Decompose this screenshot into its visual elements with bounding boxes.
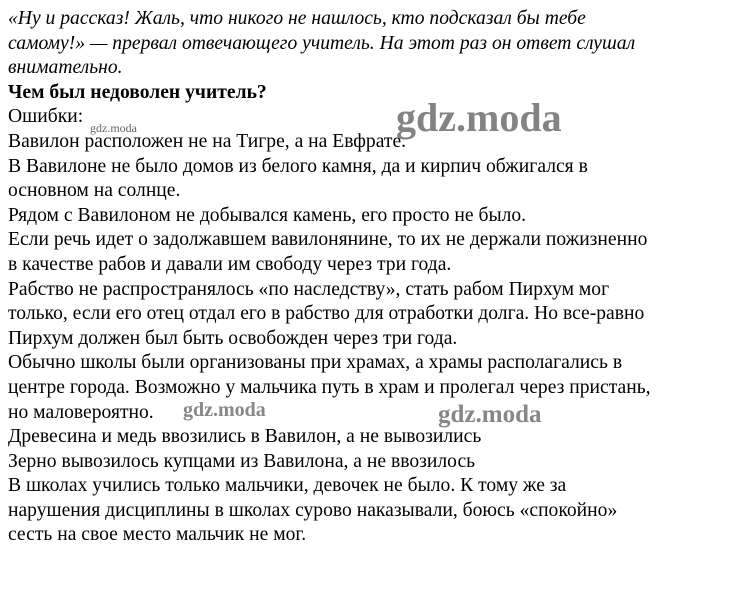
- text-line: только, если его отец отдал его в рабство для отработки долга. Но все-равно: [8, 303, 645, 325]
- intro-line: «Ну и рассказ! Жаль, что никого не нашлось, кто подсказал бы тебе: [8, 8, 586, 29]
- text-line: центре города. Возможно у мальчика путь в храм и пролегал через пристань,: [8, 376, 651, 398]
- watermark-large: gdz.moda: [396, 95, 562, 140]
- watermark-medium: gdz.moda: [438, 401, 542, 428]
- text-line: сесть на свое место мальчик не мог.: [8, 524, 307, 546]
- text-line: Зерно вывозилось купцами из Вавилона, а не ввозилось: [8, 450, 476, 472]
- intro-line: внимательно.: [8, 57, 123, 79]
- text-line: Если речь идет о задолжавшем вавилонянине, то их не держали пожизненно: [8, 229, 648, 251]
- text-line: Рабство не распространялось «по наследству», стать рабом Пирхум мог: [8, 278, 610, 300]
- watermark-small: gdz.moda: [90, 121, 137, 135]
- watermark-medium: gdz.moda: [183, 399, 266, 421]
- text-line: в качестве рабов и давали им свободу через три года.: [8, 253, 452, 275]
- text-line: Обычно школы были организованы при храмах, а храмы располагались в: [8, 352, 623, 374]
- text-line: В Вавилоне не было домов из белого камня, да и кирпич обжигался в: [8, 155, 588, 177]
- text-line: основном на солнце.: [8, 180, 181, 202]
- text-line: В школах учились только мальчики, девочек не было. К тому же за: [8, 475, 567, 497]
- text-line: Рядом с Вавилоном не добывался камень, его просто не было.: [8, 204, 527, 226]
- text-line: Древесина и медь ввозились в Вавилон, а не вывозились: [8, 426, 482, 448]
- text-line: но маловероятно.: [8, 401, 154, 423]
- question-heading: Чем был недоволен учитель?: [8, 81, 267, 103]
- document-page: [8, 7, 728, 548]
- intro-line: самому!» — прервал отвечающего учитель. На этот раз он ответ слушал: [8, 32, 636, 54]
- errors-label: Ошибки:: [8, 106, 84, 128]
- text-line: Пирхум должен был быть освобожден через три года.: [8, 327, 458, 349]
- text-line: Вавилон расположен не на Тигре, а на Евфрате.: [8, 130, 407, 152]
- text-line: нарушения дисциплины в школах сурово наказывали, боюсь «спокойно»: [8, 499, 618, 521]
